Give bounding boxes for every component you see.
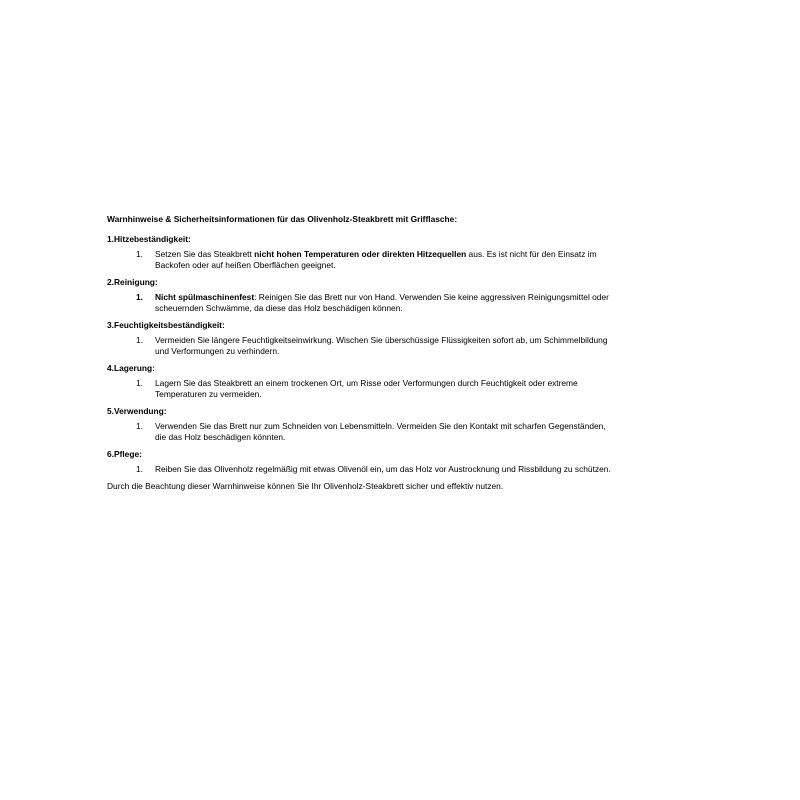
section-heat-resistance <box>107 234 627 271</box>
section-heading: 2.Reinigung: <box>107 277 158 287</box>
list-item-number: 1. <box>136 378 143 388</box>
section-heading: 6.Pflege: <box>107 449 142 459</box>
list-item <box>107 292 615 314</box>
section-care <box>107 449 627 475</box>
list-item-text-pre: Setzen Sie das Steakbrett <box>155 249 255 259</box>
list-item <box>107 464 615 475</box>
list-item-number: 1. <box>136 464 143 474</box>
document-body <box>107 214 627 492</box>
list-item-text-bold: Nicht spülmaschinenfest <box>155 292 255 302</box>
section-moisture-resistance <box>107 320 627 357</box>
closing-paragraph: Durch die Beachtung dieser Warnhinweise können Sie Ihr Olivenholz-Steakbrett sicher und effektiv nutzen. <box>107 481 504 491</box>
list-item-text: Lagern Sie das Steakbrett an einem trockenen Ort, um Risse oder Verformungen durch Feuchtigkeit oder extreme Temperaturen zu vermeiden. <box>155 378 578 399</box>
list-item-number: 1. <box>136 249 143 259</box>
list-item-text-bold: nicht hohen Temperaturen oder direkten Hitzequellen <box>254 249 467 259</box>
list-item <box>107 335 615 357</box>
list-item-text: Reiben Sie das Olivenholz regelmäßig mit etwas Olivenöl ein, um das Holz vor Austrocknung und Rissbildung zu schützen. <box>155 464 611 474</box>
list-item-text: Vermeiden Sie längere Feuchtigkeitseinwirkung. Wischen Sie überschüssige Flüssigkeiten sofort ab, um Schimmelbildung und Verformungen zu verhindern. <box>155 335 608 356</box>
section-heading: 5.Verwendung: <box>107 406 167 416</box>
list-item <box>107 378 615 400</box>
list-item-text: Verwenden Sie das Brett nur zum Schneiden von Lebensmitteln. Vermeiden Sie den Kontakt mit scharfen Gegenständen, die das Holz beschädigen könnten. <box>155 421 606 442</box>
list-item-number: 1. <box>136 335 143 345</box>
list-item <box>107 421 615 443</box>
section-cleaning <box>107 277 627 314</box>
document-title: Warnhinweise & Sicherheitsinformationen für das Olivenholz-Steakbrett mit Grifflasche: <box>107 214 458 224</box>
list-item-text-post: : Reinigen Sie das Brett nur von Hand. Verwenden Sie keine aggressiven Reinigungsmittel oder scheuernden Schwämme, da diese das Holz beschädigen können. <box>155 292 609 313</box>
list-item <box>107 249 615 271</box>
section-heading: 4.Lagerung: <box>107 363 155 373</box>
section-usage <box>107 406 627 443</box>
list-item-number: 1. <box>136 292 143 302</box>
section-heading: 3.Feuchtigkeitsbeständigkeit: <box>107 320 225 330</box>
list-item-number: 1. <box>136 421 143 431</box>
list-item-text-post: aus. Es ist nicht für den Einsatz im Backofen oder auf heißen Oberflächen geeignet. <box>155 249 597 270</box>
section-storage <box>107 363 627 400</box>
section-heading: 1.Hitzebeständigkeit: <box>107 234 191 244</box>
